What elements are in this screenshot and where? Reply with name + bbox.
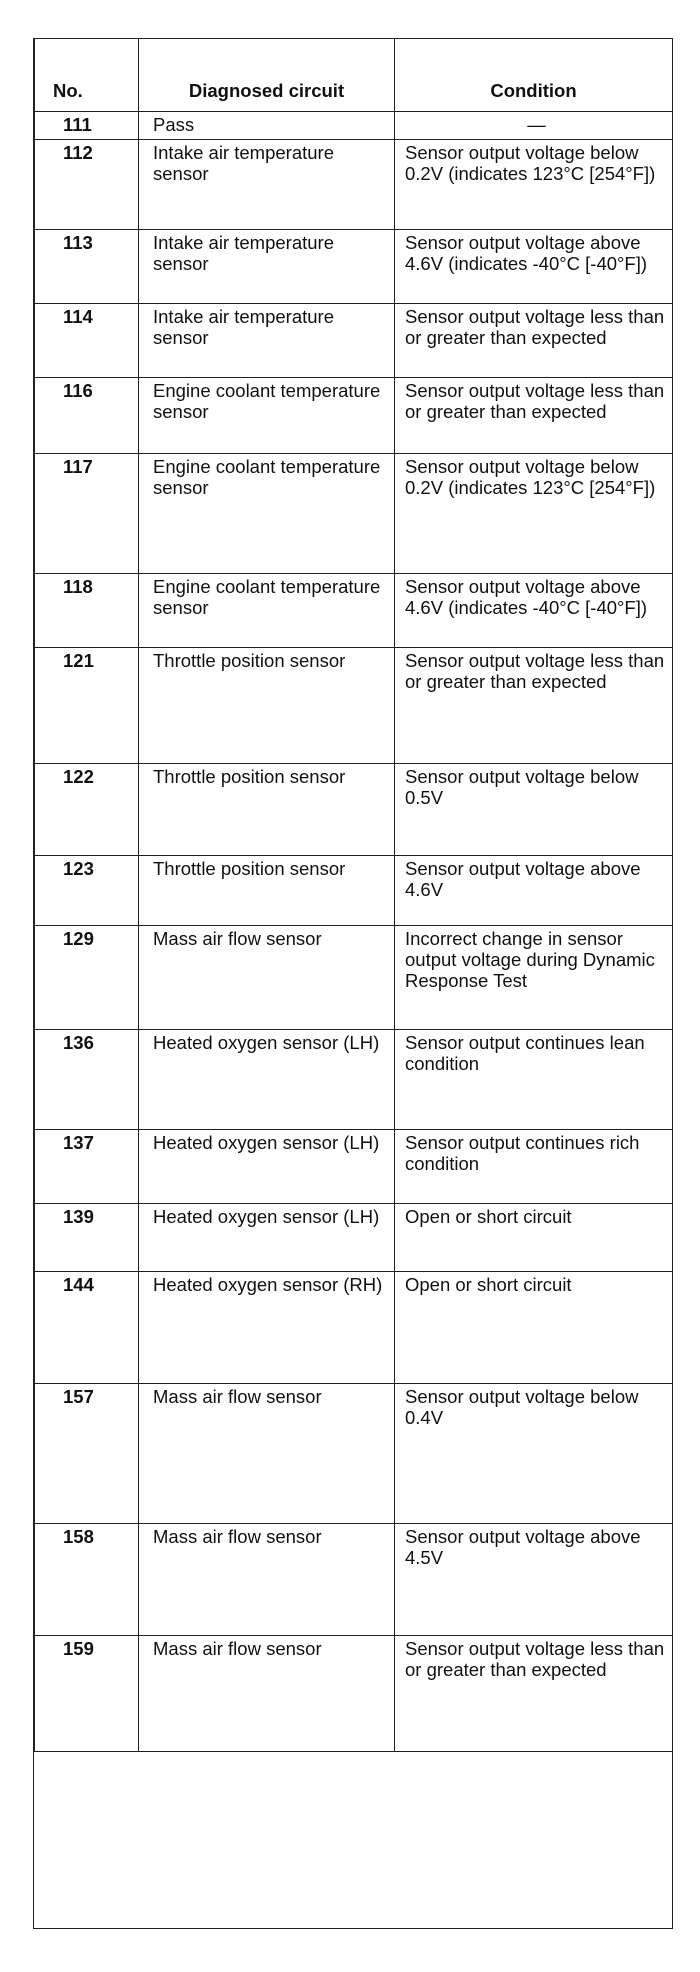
table-header-row	[35, 39, 673, 112]
table-row	[35, 1204, 673, 1272]
table-row	[35, 1130, 673, 1204]
table-row	[35, 378, 673, 454]
table-row	[35, 1636, 673, 1752]
condition: Sensor output voltage below 0.2V (indicates 123°C [254°F])	[395, 454, 673, 574]
condition: Open or short circuit	[395, 1204, 673, 1272]
condition: Sensor output voltage above 4.5V	[395, 1524, 673, 1636]
condition: Sensor output continues lean condition	[395, 1030, 673, 1130]
condition: Open or short circuit	[395, 1272, 673, 1384]
condition: Sensor output voltage below 0.2V (indicates 123°C [254°F])	[395, 140, 673, 230]
diagnostic-code-table-page	[33, 38, 673, 1929]
table-row	[35, 926, 673, 1030]
code-number: 137	[35, 1130, 139, 1204]
diagnosed-circuit: Heated oxygen sensor (LH)	[139, 1030, 395, 1130]
diagnosed-circuit: Heated oxygen sensor (LH)	[139, 1130, 395, 1204]
header-no: No.	[35, 39, 139, 112]
diagnosed-circuit: Pass	[139, 112, 395, 140]
code-number: 139	[35, 1204, 139, 1272]
table-row	[35, 856, 673, 926]
code-number: 123	[35, 856, 139, 926]
table-row	[35, 1272, 673, 1384]
table-row	[35, 454, 673, 574]
table-row	[35, 230, 673, 304]
diagnosed-circuit: Mass air flow sensor	[139, 1524, 395, 1636]
table-row	[35, 304, 673, 378]
diagnosed-circuit: Mass air flow sensor	[139, 1384, 395, 1524]
table-row	[35, 574, 673, 648]
code-number: 113	[35, 230, 139, 304]
diagnosed-circuit: Engine coolant temperature sensor	[139, 454, 395, 574]
diagnosed-circuit: Intake air temperature sensor	[139, 304, 395, 378]
diagnosed-circuit: Heated oxygen sensor (RH)	[139, 1272, 395, 1384]
code-number: 158	[35, 1524, 139, 1636]
code-number: 112	[35, 140, 139, 230]
condition: Sensor output voltage less than or greater than expected	[395, 1636, 673, 1752]
table-row	[35, 140, 673, 230]
code-number: 144	[35, 1272, 139, 1384]
code-number: 118	[35, 574, 139, 648]
diagnosed-circuit: Engine coolant temperature sensor	[139, 378, 395, 454]
condition: Sensor output voltage below 0.4V	[395, 1384, 673, 1524]
condition: Sensor output continues rich condition	[395, 1130, 673, 1204]
diagnosed-circuit: Throttle position sensor	[139, 764, 395, 856]
code-number: 122	[35, 764, 139, 856]
condition: Sensor output voltage above 4.6V (indicates -40°C [-40°F])	[395, 230, 673, 304]
code-number: 111	[35, 112, 139, 140]
condition: Sensor output voltage above 4.6V	[395, 856, 673, 926]
diagnosed-circuit: Throttle position sensor	[139, 648, 395, 764]
code-number: 129	[35, 926, 139, 1030]
diagnosed-circuit: Intake air temperature sensor	[139, 230, 395, 304]
code-number: 117	[35, 454, 139, 574]
code-number: 159	[35, 1636, 139, 1752]
diagnosed-circuit: Mass air flow sensor	[139, 926, 395, 1030]
diagnosed-circuit: Heated oxygen sensor (LH)	[139, 1204, 395, 1272]
code-number: 121	[35, 648, 139, 764]
condition: Sensor output voltage less than or greater than expected	[395, 378, 673, 454]
table-row	[35, 1524, 673, 1636]
table-row	[35, 112, 673, 140]
table-row	[35, 764, 673, 856]
table-row	[35, 648, 673, 764]
code-number: 136	[35, 1030, 139, 1130]
code-number: 114	[35, 304, 139, 378]
condition: Sensor output voltage below 0.5V	[395, 764, 673, 856]
code-number: 157	[35, 1384, 139, 1524]
table-row	[35, 1030, 673, 1130]
condition: —	[395, 112, 673, 140]
header-diagnosed-circuit: Diagnosed circuit	[139, 39, 395, 112]
diagnosed-circuit: Engine coolant temperature sensor	[139, 574, 395, 648]
diagnosed-circuit: Intake air temperature sensor	[139, 140, 395, 230]
header-condition: Condition	[395, 39, 673, 112]
diagnostic-code-table	[34, 38, 673, 1752]
diagnosed-circuit: Mass air flow sensor	[139, 1636, 395, 1752]
table-row	[35, 1384, 673, 1524]
diagnosed-circuit: Throttle position sensor	[139, 856, 395, 926]
code-number: 116	[35, 378, 139, 454]
condition: Sensor output voltage above 4.6V (indicates -40°C [-40°F])	[395, 574, 673, 648]
condition: Sensor output voltage less than or greater than expected	[395, 648, 673, 764]
condition: Incorrect change in sensor output voltage during Dynamic Response Test	[395, 926, 673, 1030]
condition: Sensor output voltage less than or greater than expected	[395, 304, 673, 378]
